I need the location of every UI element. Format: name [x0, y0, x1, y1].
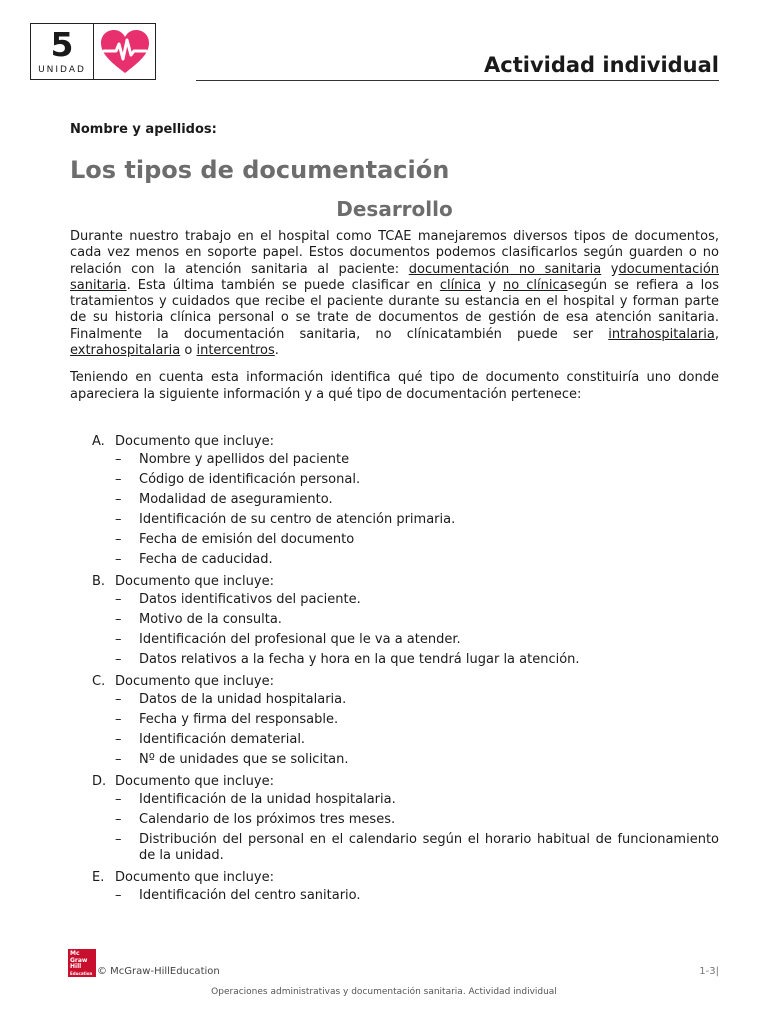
bullet-dash: – — [115, 751, 122, 767]
list-item — [70, 712, 719, 728]
list-item — [70, 452, 719, 468]
bullet-dash: – — [115, 888, 122, 903]
group-c — [70, 672, 719, 768]
list-item-text: Nombre y apellidos del paciente — [139, 451, 350, 467]
list-item-text: Código de identificación personal. — [139, 471, 361, 487]
bullet-dash: – — [115, 551, 122, 567]
bullet-dash: – — [115, 591, 122, 607]
bullet-dash: – — [115, 791, 122, 807]
unit-number: 5 — [50, 25, 74, 64]
intro-text: Durante nuestro trabajo en el hospital como TCAE manejaremos diversos tipos de documentos, cada vez menos en soporte papel. Estos documentos podemos clasificarlos según guarden o no relación con la atención sanitaria al paciente: — [70, 229, 719, 277]
list-item-text: Datos identificativos del paciente. — [139, 591, 361, 607]
list-item-text: Calendario de los próximos tres meses. — [139, 811, 396, 827]
bullet-dash: – — [115, 491, 122, 507]
link-intrahospitalaria[interactable]: intrahospitalaria — [608, 326, 715, 342]
bullet-dash: – — [115, 511, 122, 527]
question-paragraph: Teniendo en cuenta esta información identifica qué tipo de documento constituiría uno donde apareciera la siguiente información y a qué tipo de documentación pertenece: — [70, 370, 719, 402]
bullet-dash: – — [115, 711, 122, 727]
link-clinica[interactable]: clínica — [439, 277, 482, 293]
bullet-dash: – — [115, 531, 122, 547]
group-label: Documento que incluye: — [115, 870, 274, 885]
group-letter: C. — [92, 673, 106, 689]
list-item-text: Nº de unidades que se solicitan. — [139, 751, 349, 767]
list-item-text: Identificación del profesional que le va a atender. — [139, 631, 461, 647]
page-title: Los tipos de documentación — [70, 156, 450, 184]
bullet-dash: – — [115, 651, 122, 667]
group-letter: A. — [92, 433, 105, 449]
heartbeat-icon — [99, 29, 151, 75]
link-documentacion-no-sanitaria[interactable]: documentación no sanitaria — [408, 261, 602, 277]
group-heading — [70, 432, 719, 452]
unit-icon-cell — [94, 24, 155, 79]
group-b — [70, 572, 719, 668]
list-item — [70, 472, 719, 488]
group-heading — [70, 572, 719, 592]
list-item — [70, 888, 719, 904]
list-item-text: Identificación de su centro de atención primaria. — [139, 511, 456, 527]
group-d — [70, 772, 719, 865]
list-item-text: Identificación de la unidad hospitalaria. — [139, 791, 396, 807]
list-item-text: Identificación del centro sanitario. — [139, 888, 361, 903]
list-item — [70, 732, 719, 748]
unit-number-cell — [31, 24, 94, 79]
intro-text: y — [601, 261, 619, 277]
bullet-dash: – — [115, 811, 122, 827]
list-item-text: Distribución del personal en el calendario según el horario habitual de funcionamiento de la unidad. — [139, 831, 719, 864]
group-heading — [70, 868, 719, 888]
main-content — [70, 120, 719, 908]
section-title: Desarrollo — [336, 197, 453, 221]
list-item — [70, 492, 719, 508]
bullet-dash: – — [115, 471, 122, 487]
group-letter: D. — [92, 773, 107, 789]
list-item-text: Modalidad de aseguramiento. — [139, 491, 333, 507]
list-item-text: Datos de la unidad hospitalaria. — [139, 691, 347, 707]
bullet-dash: – — [115, 691, 122, 707]
list-item — [70, 552, 719, 568]
link-extrahospitalaria[interactable]: extrahospitalaria — [70, 343, 181, 359]
group-heading — [70, 672, 719, 692]
list-item — [70, 592, 719, 608]
list-item — [70, 832, 719, 865]
link-documentacion-sanitaria[interactable]: documentación sanitaria — [70, 261, 720, 293]
intro-text: . — [274, 343, 279, 359]
bullet-dash: – — [115, 831, 122, 847]
intro-text: y — [481, 277, 503, 293]
group-heading — [70, 772, 719, 792]
activity-title: Actividad individual — [484, 53, 719, 77]
list-item — [70, 512, 719, 528]
bullet-dash: – — [115, 611, 122, 627]
link-intercentros[interactable]: intercentros — [196, 343, 275, 359]
bullet-dash: – — [115, 451, 122, 467]
footer-caption: Operaciones administrativas y documentación sanitaria. Actividad individual — [211, 987, 557, 997]
intro-text: según se refiera a los tratamientos y cuidados que recibe el paciente durante su estancia en el hospital y forman parte de su historia clínica personal o se trate de documentos de gestión de esa atención sanitaria. Finalmente la documentación sanitaria, no clínicatambién puede ser — [70, 277, 719, 342]
bullet-dash: – — [115, 731, 122, 747]
group-label: Documento que incluye: — [115, 433, 274, 449]
name-field-label: Nombre y apellidos: — [70, 122, 217, 137]
intro-text: . Esta última también se puede clasificar en — [126, 277, 440, 293]
intro-paragraph — [70, 229, 719, 359]
intro-text: o — [180, 343, 197, 359]
unit-badge — [30, 23, 156, 80]
link-no-clinica[interactable]: no clínica — [502, 277, 568, 293]
document-groups — [70, 432, 719, 904]
list-item-text: Identificación dematerial. — [139, 731, 306, 747]
group-letter: E. — [92, 870, 105, 885]
list-item — [70, 812, 719, 828]
copyright-text: © McGraw-HillEducation — [97, 966, 220, 977]
list-item — [70, 692, 719, 708]
list-item — [70, 532, 719, 548]
list-item-text: Fecha de caducidad. — [139, 551, 273, 567]
list-item — [70, 792, 719, 808]
page-number: 1-3| — [699, 966, 719, 977]
bullet-dash: – — [115, 631, 122, 647]
list-item — [70, 652, 719, 668]
list-item — [70, 752, 719, 768]
list-item — [70, 612, 719, 628]
group-a — [70, 432, 719, 568]
list-item-text: Datos relativos a la fecha y hora en la que tendrá lugar la atención. — [139, 651, 580, 667]
list-item-text: Motivo de la consulta. — [139, 611, 282, 627]
group-e — [70, 868, 719, 904]
group-label: Documento que incluye: — [115, 673, 274, 689]
group-label: Documento que incluye: — [115, 773, 274, 789]
mcgraw-hill-logo: Mc Graw Hill Education — [68, 949, 96, 977]
intro-text: , — [714, 326, 719, 342]
header-divider — [196, 80, 719, 81]
unit-label: UNIDAD — [38, 65, 86, 75]
group-letter: B. — [92, 573, 106, 589]
list-item — [70, 632, 719, 648]
group-label: Documento que incluye: — [115, 573, 274, 589]
list-item-text: Fecha de emisión del documento — [139, 531, 355, 547]
list-item-text: Fecha y firma del responsable. — [139, 711, 339, 727]
